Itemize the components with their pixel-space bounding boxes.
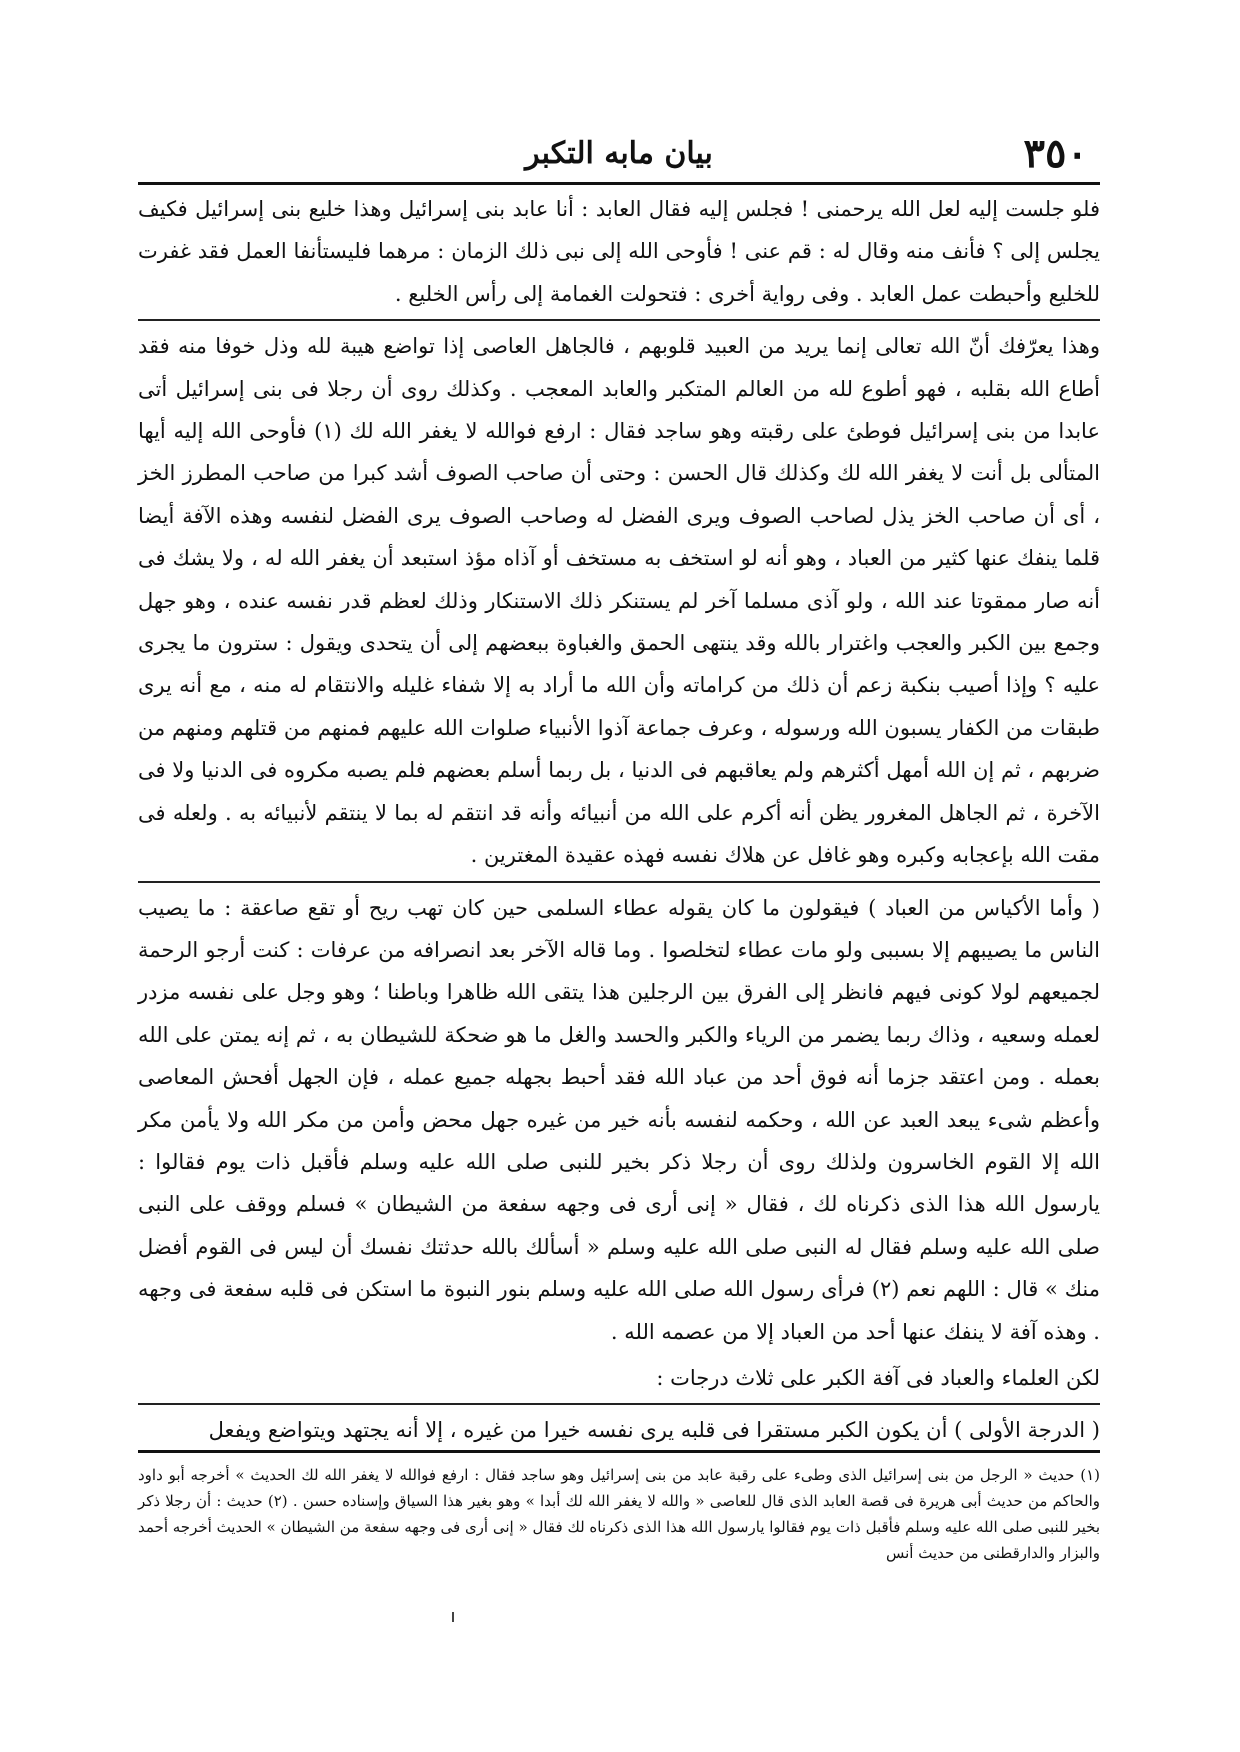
paragraph: وهذا يعرّفك أنّ الله تعالى إنما يريد من العبيد قلوبهم ، فالجاهل العاصى إذا تواضع هيبة لله وذل خوفا منه فقد أطاع الله بقلبه ، فهو أطوع لله من العالم المتكبر والعابد المعجب . وكذلك روى أن رجلا فى بنى إسرائيل أتى عابدا من بنى إسرائيل فوطئ على رقبته وهو ساجد فقال : ارفع فوالله لا يغفر الله لك (١) فأوحى الله إليه أيها المتألى بل أنت لا يغفر الله لك وكذلك قال الحسن : وحتى أن صاحب الصوف أشد كبرا من صاحب المطرز الخز ، أى أن صاحب الخز يذل لصاحب الصوف ويرى الفضل له وصاحب الصوف يرى الفضل لنفسه وهذه الآفة أيضا قلما ينفك عنها كثير من العباد ، وهو أنه لو استخف به مستخف أو آذاه مؤذ استبعد أن يغفر الله له ، ولا يشك فى أنه صار ممقوتا عند الله ، ولو آذى مسلما آخر لم يستنكر ذلك الاستنكار وذلك لعظم قدر نفسه عنده ، وهو جهل وجمع بين الكبر والعجب واغترار بالله وقد ينتهى الحمق والغباوة ببعضهم إلى أن يتحدى ويقول : سترون ما يجرى عليه ؟ وإذا أصيب بنكبة زعم أن ذلك من كراماته وأن الله ما أراد به إلا شفاء غليله والانتقام له منه ، مع أنه يرى طبقات من الكفار يسبون الله ورسوله ، وعرف جماعة آذوا الأنبياء صلوات الله عليهم فمنهم من قتلهم ومنهم من ضربهم ، ثم إن الله أمهل أكثرهم ولم يعاقبهم فى الدنيا ، بل ربما أسلم بعضهم فلم يصبه مكروه فى الدنيا ولا فى الآخرة ، ثم الجاهل المغرور يظن أنه أكرم على الله من أنبيائه وأنه قد انتقم له بما لا ينتقم لأنبيائه به . ولعله فى مقت الله بإعجابه وكبره وهو غافل عن هلاك نفسه فهذه عقيدة المغترين .	[138, 319, 1100, 876]
footnote-rule	[138, 1450, 1100, 1453]
page-header	[138, 128, 1100, 180]
paragraph: لكن العلماء والعباد فى آفة الكبر على ثلاث درجات :	[656, 1365, 1100, 1390]
running-title: بيان مابه التكبر	[525, 136, 713, 171]
footnotes	[138, 1462, 1100, 1566]
scan-mark	[452, 1612, 454, 1622]
main-text	[138, 188, 1100, 1456]
footnote-text: (١) حديث « الرجل من بنى إسرائيل الذى وطىء على رقبة عابد من بنى إسرائيل وهو ساجد فقال : ارفع فوالله لا يغفر الله لك الحديث » أخرجه أبو داود والحاكم من حديث أبى هريرة فى قصة العابد الذى قال للعاصى « والله لا يغفر الله لك أبدا » وهو بغير هذا السياق وإسناده حسن . (٢) حديث : أن رجلا ذكر بخير للنبى صلى الله عليه وسلم فأقبل ذات يوم فقالوا يارسول الله هذا الذى ذكرناه لك فقال « إنى أرى فى وجهه سفعة من الشيطان » الحديث أخرجه أحمد والبزار والدارقطنى من حديث أنس	[138, 1466, 1100, 1562]
page-number: ٣٥٠	[1023, 130, 1088, 177]
paragraph: ( الدرجة الأولى ) أن يكون الكبر مستقرا فى قلبه يرى نفسه خيرا من غيره ، إلا أنه يجتهد ويتواضع ويفعل	[138, 1403, 1100, 1451]
header-rule	[138, 182, 1100, 185]
paragraph: ( وأما الأكياس من العباد ) فيقولون ما كان يقوله عطاء السلمى حين كان تهب ريح أو تقع صاعقة : ما يصيب الناس ما يصيبهم إلا بسببى ولو مات عطاء لتخلصوا . وما قاله الآخر بعد انصرافه من عرفات : كنت أرجو الرحمة لجميعهم لولا كونى فيهم فانظر إلى الفرق بين الرجلين هذا يتقى الله ظاهرا وباطنا ؛ وهو وجل على نفسه مزدر لعمله وسعيه ، وذاك ربما يضمر من الرياء والكبر والحسد والغل ما هو ضحكة للشيطان به ، ثم إنه يمتن على الله بعمله . ومن اعتقد جزما أنه فوق أحد من عباد الله فقد أحبط بجهله جميع عمله ، فإن الجهل أفحش المعاصى وأعظم شىء يبعد العبد عن الله ، وحكمه لنفسه بأنه خير من غيره جهل محض وأمن من مكر الله ولا يأمن مكر الله إلا القوم الخاسرون ولذلك روى أن رجلا ذكر بخير للنبى صلى الله عليه وسلم فأقبل ذات يوم فقالوا : يارسول الله هذا الذى ذكرناه لك ، فقال « إنى أرى فى وجهه سفعة من الشيطان » فسلم ووقف على النبى صلى الله عليه وسلم فقال له النبى صلى الله عليه وسلم « أسألك بالله حدثتك نفسك أن ليس فى القوم أفضل منك » قال : اللهم نعم (٢) فرأى رسول الله صلى الله عليه وسلم بنور النبوة ما استكن فى قلبه سفعة فى وجهه . وهذه آفة لا ينفك عنها أحد من العباد إلا من عصمه الله .	[138, 881, 1100, 1353]
paragraph: فلو جلست إليه لعل الله يرحمنى ! فجلس إليه فقال العابد : أنا عابد بنى إسرائيل وهذا خليع بنى إسرائيل فكيف يجلس إلى ؟ فأنف منه وقال له : قم عنى ! فأوحى الله إلى نبى ذلك الزمان : مرهما فليستأنفا العمل فقد غفرت للخليع وأحبطت عمل العابد . وفى رواية أخرى : فتحولت الغمامة إلى رأس الخليع .	[138, 197, 1100, 306]
